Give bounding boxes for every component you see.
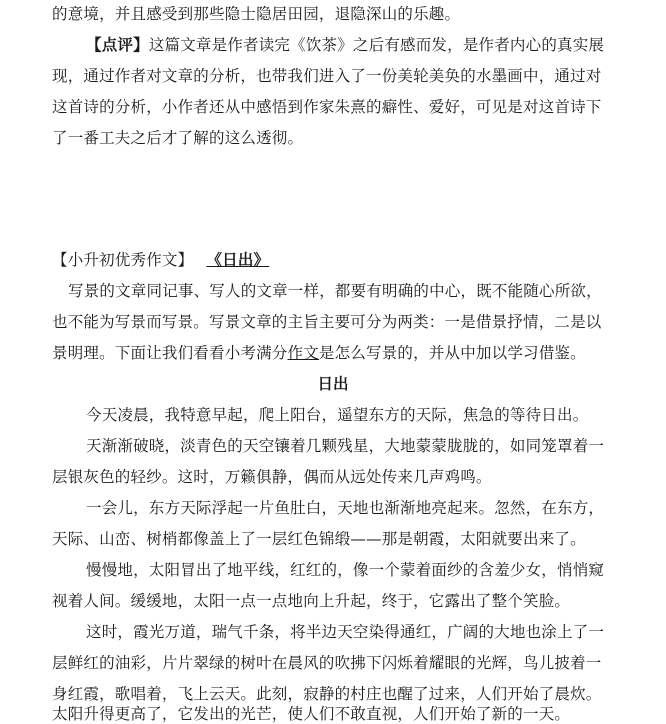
intro-line: 写景的文章同记事、写人的文章一样，都要有明确的中心，既不能随心所欲， [68, 282, 602, 300]
essay-line: 天渐渐破晓，淡青色的天空镶着几颗残星，大地蒙蒙胧胧的，如同笼罩着一 [86, 437, 605, 455]
section-tag: 【小升初优秀作文】 [52, 251, 194, 269]
section-title-link[interactable]: 《日出》 [206, 250, 270, 269]
comment-label: 【点评】 [86, 35, 149, 54]
essay-line: 视着人间。缓缓地，太阳一点一点地向上升起，终于，它露出了整个笑脸。 [52, 592, 571, 610]
comment-line: 了一番工夫之后才了解的这么透彻。 [52, 129, 304, 147]
essay-line: 层鲜红的油彩，片片翠绿的树叶在晨风的吹拂下闪烁着耀眼的光辉，鸟儿披着一 [52, 654, 602, 672]
intro-line: 也不能为写景而写景。写景文章的主旨主要可分为两类：一是借景抒情，二是以 [52, 313, 602, 331]
essay-link[interactable]: 作文 [287, 344, 319, 362]
essay-line: 这时，霞光万道，瑞气千条，将半边天空染得通红，广阔的大地也涂上了一 [86, 623, 605, 641]
comment-line: 这首诗的分析，小作者还从中感悟到作家朱熹的癖性、爱好，可见是对这首诗下 [52, 98, 602, 116]
intro-text: 景明理。下面让我们看看小考满分 [52, 344, 288, 362]
essay-line: 慢慢地，太阳冒出了地平线，红红的，像一个蒙着面纱的含羞少女，悄悄窥 [86, 561, 605, 579]
essay-line: 今天凌晨，我特意早起，爬上阳台，遥望东方的天际，焦急的等待日出。 [86, 406, 589, 424]
paragraph-line: 的意境，并且感受到那些隐士隐居田园，退隐深山的乐趣。 [52, 5, 461, 23]
section-heading [52, 250, 269, 270]
essay-line: 身红霞，歌唱着，飞上云天。此刻，寂静的村庄也醒了过来，人们开始了晨炊。 [52, 685, 602, 703]
partially-visible-line [52, 704, 612, 723]
essay-line: 天际、山峦、树梢都像盖上了一层红色锦缎——那是朝霞，太阳就要出来了。 [52, 530, 586, 548]
essay-title: 日出 [317, 374, 349, 393]
comment-line: 现，通过作者对文章的分析，也带我们进入了一份美轮美奂的水墨画中，通过对 [52, 67, 602, 85]
essay-line: 太阳升得更高了，它发出的光芒，使人们不敢直视，人们开始了新的一天。 [52, 705, 571, 723]
intro-text: 是怎么写景的，并从中加以学习借鉴。 [318, 344, 586, 362]
essay-line: 层银灰色的轻纱。这时，万籁俱静，偶而从远处传来几声鸡鸣。 [52, 468, 492, 486]
comment-text: 这篇文章是作者读完《饮茶》之后有感而发，是作者内心的真实展 [148, 36, 605, 54]
essay-line: 一会儿，东方天际浮起一片鱼肚白，天地也渐渐地亮起来。忽然，在东方， [86, 499, 605, 517]
intro-line [52, 343, 586, 363]
comment-line [86, 35, 604, 55]
